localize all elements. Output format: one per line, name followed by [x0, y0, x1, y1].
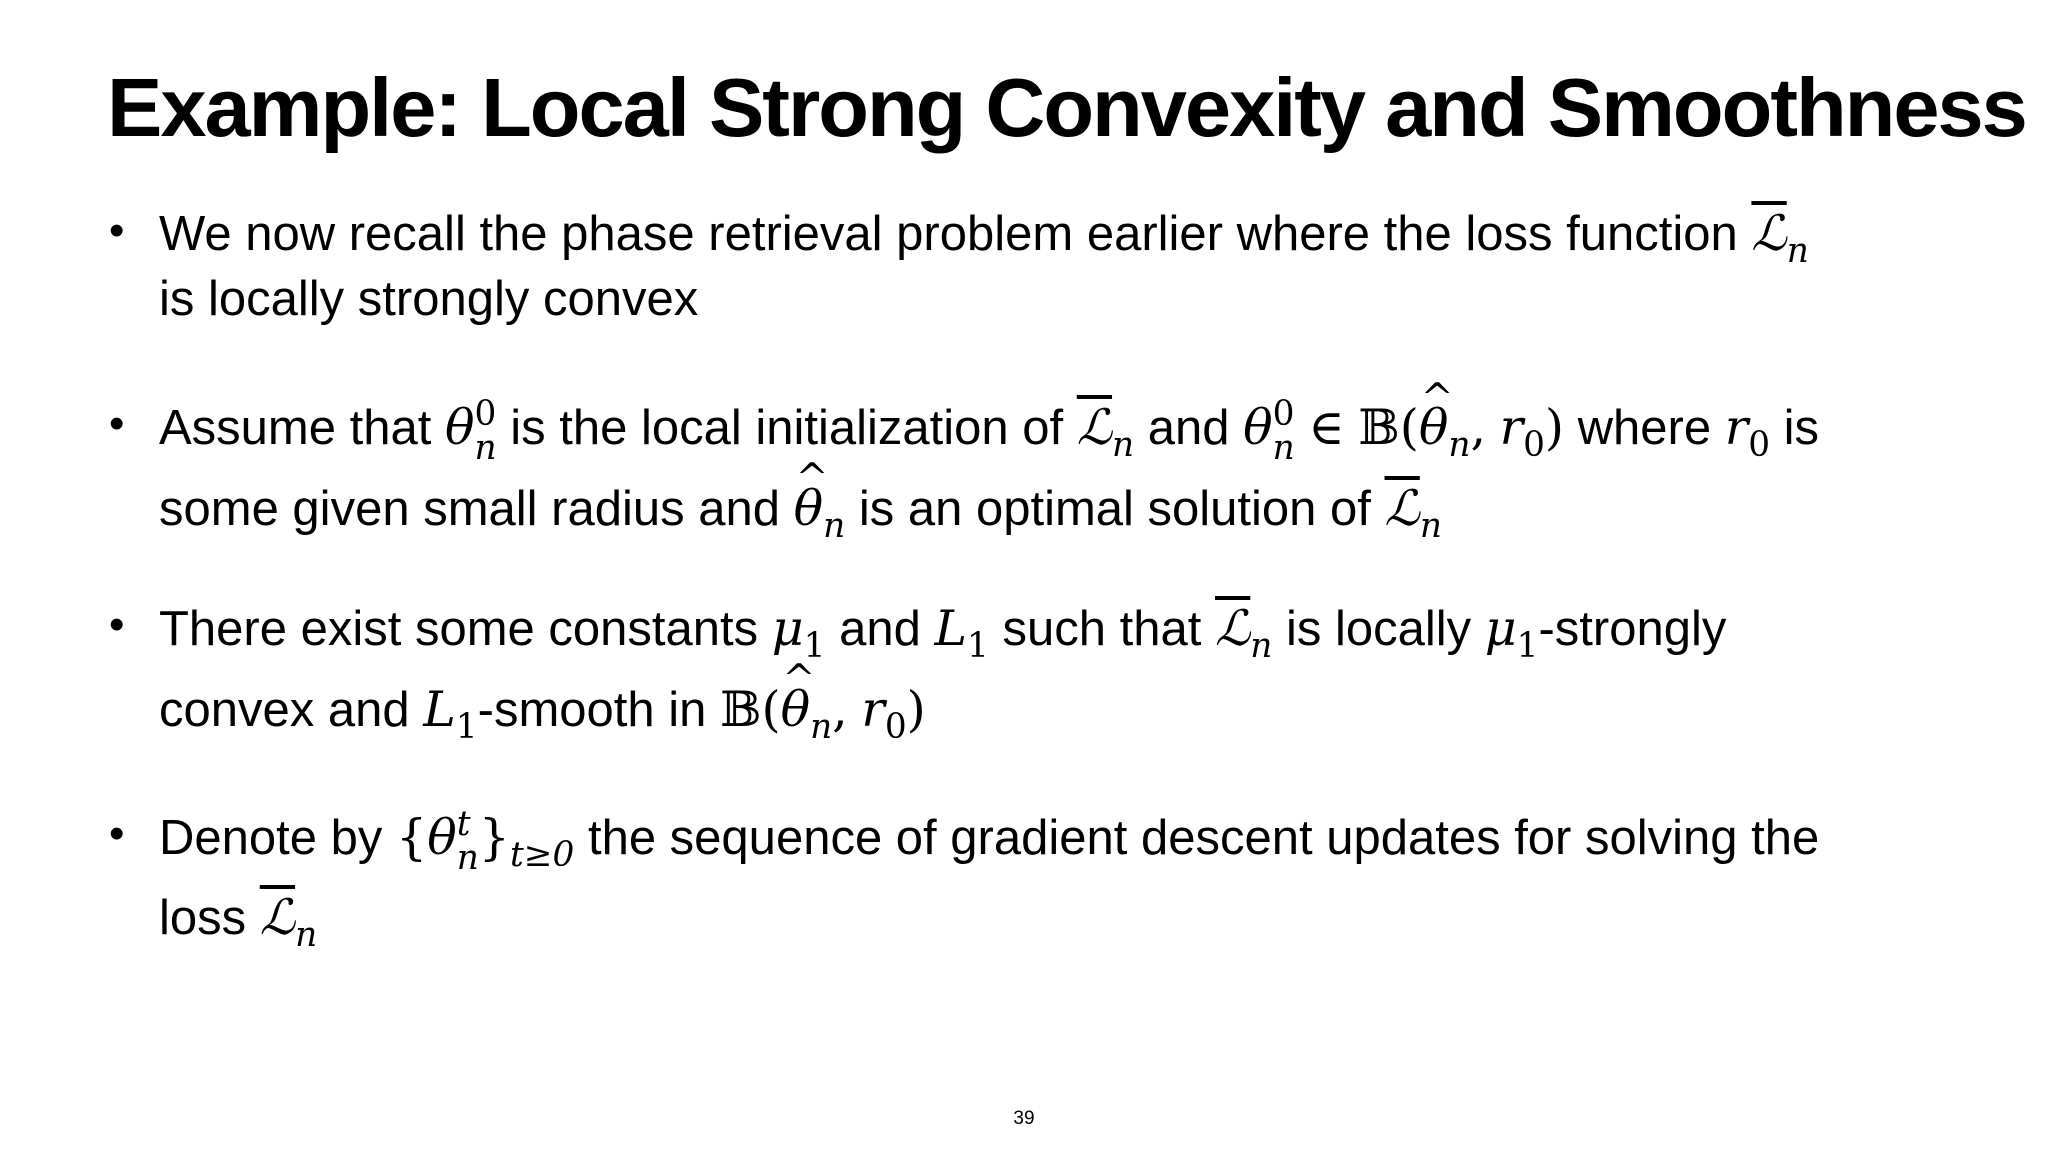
bullet-text: such that [1002, 602, 1202, 657]
bullet-text: We now recall the phase retrieval problem earlier where the loss function [159, 207, 1738, 261]
subscript-n: n [456, 838, 479, 879]
slide-title: Example: Local Strong Convexity and Smoothness [107, 61, 2026, 154]
mu-symbol: μ [1484, 600, 1517, 658]
bullet-dot-icon: • [109, 600, 125, 650]
bullet-text: Assume that [159, 401, 432, 456]
sub-sup-script [456, 803, 479, 879]
comma: , [1470, 399, 1487, 457]
bullet-text: is locally [1285, 602, 1472, 657]
subscript-t-ge-0: t≥0 [509, 835, 575, 876]
mu-symbol: μ [771, 600, 804, 658]
bullet-dot-icon: • [109, 399, 125, 449]
subscript-zero: 0 [1523, 425, 1545, 466]
theta-hat-symbol: ^ θ [1419, 391, 1449, 465]
bullet-text: convex and [159, 682, 410, 737]
radius-symbol: r [861, 680, 885, 738]
theta-symbol: θ [444, 399, 475, 457]
bullet-text: is [1783, 401, 1820, 456]
right-paren: ) [1544, 399, 1565, 457]
subscript-n: n [1419, 505, 1442, 546]
element-of-symbol: ∈ [1308, 399, 1345, 457]
loss-symbol: ℒ [1076, 399, 1113, 457]
bullet-dot-icon: • [109, 809, 125, 859]
subscript-one: 1 [803, 626, 826, 667]
subscript-n: n [1786, 231, 1809, 271]
subscript-zero: 0 [884, 706, 907, 747]
subscript-n: n [810, 706, 833, 747]
right-paren: ) [906, 680, 926, 738]
bullet-text: is the local initialization of [510, 401, 1064, 456]
comma: , [832, 680, 848, 738]
ball-symbol: 𝔹 [720, 680, 762, 738]
lipschitz-symbol: L [423, 680, 456, 738]
subscript-one: 1 [455, 706, 478, 747]
loss-symbol: ℒ [1751, 205, 1787, 262]
subscript-n: n [1272, 428, 1295, 469]
bullet-text: is an optimal solution of [858, 481, 1371, 536]
bullet-text: and [1147, 401, 1230, 456]
bullet-item [107, 801, 1967, 962]
subscript-n: n [1112, 425, 1135, 466]
bullet-text: where [1577, 401, 1712, 456]
page-number: 39 [1013, 1108, 1035, 1129]
superscript-zero: 0 [1272, 394, 1295, 435]
superscript-t: t [456, 803, 471, 844]
loss-symbol: ℒ [1384, 479, 1420, 537]
subscript-n: n [1250, 626, 1273, 667]
bullet-text: loss [159, 891, 247, 946]
subscript-n: n [823, 505, 846, 546]
subscript-n: n [1448, 425, 1471, 466]
lipschitz-symbol: L [934, 600, 968, 658]
sub-sup-script [1272, 394, 1295, 469]
ball-symbol: 𝔹 [1358, 399, 1400, 457]
subscript-n: n [295, 915, 318, 956]
left-paren: ( [1399, 399, 1419, 457]
bullet-text: the sequence of gradient descent updates for solving the [587, 811, 1820, 866]
bullet-item [107, 391, 1967, 552]
theta-hat-symbol: ^ θ [781, 673, 811, 747]
theta-symbol: θ [427, 809, 457, 867]
left-paren: ( [761, 680, 781, 738]
superscript-zero: 0 [474, 394, 497, 435]
bullet-list [107, 205, 1967, 1024]
subscript-zero: 0 [1748, 425, 1771, 466]
bullet-text: and [839, 602, 921, 657]
bullet-dot-icon: • [109, 206, 125, 255]
radius-symbol: r [1499, 399, 1524, 457]
bullet-item [107, 592, 1967, 753]
radius-symbol: r [1724, 399, 1749, 457]
sub-sup-script [474, 394, 497, 469]
bullet-text: There exist some constants [159, 602, 759, 657]
bullet-text: -strongly [1538, 602, 1727, 657]
subscript-one: 1 [967, 626, 989, 667]
left-brace: { [396, 809, 428, 867]
bullet-item [107, 205, 1967, 329]
bullet-text: some given small radius and [159, 481, 780, 536]
loss-symbol: ℒ [1214, 600, 1251, 658]
subscript-one: 1 [1516, 626, 1539, 667]
bullet-text: -smooth in [477, 682, 707, 737]
theta-symbol: θ [1243, 399, 1273, 457]
bullet-text: Denote by [159, 811, 383, 866]
right-brace: } [478, 809, 510, 867]
loss-symbol: ℒ [259, 889, 296, 947]
bullet-text: is locally strongly convex [159, 272, 699, 327]
theta-hat-symbol: ^ θ [794, 472, 824, 546]
subscript-n: n [474, 428, 497, 469]
